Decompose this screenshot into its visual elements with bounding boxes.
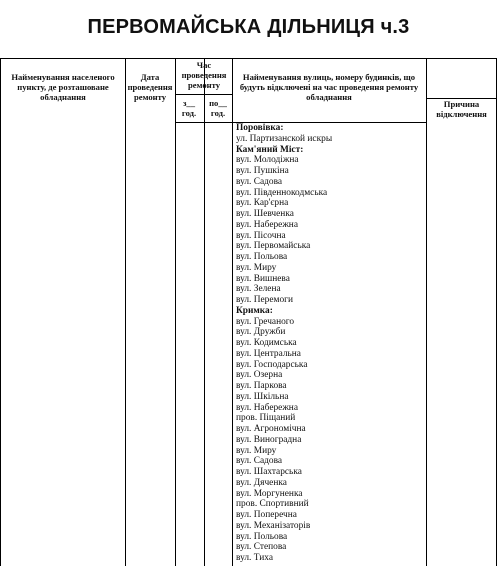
street-item: пров. Піщаний — [236, 413, 296, 424]
col-divider — [232, 58, 233, 566]
street-item: вул. Господарська — [236, 359, 308, 370]
street-item: вул. Паркова — [236, 381, 287, 391]
header-reason: Причина відключення — [436, 99, 487, 119]
street-item: вул. Шахтарська — [236, 467, 302, 477]
col-divider — [125, 58, 126, 566]
street-item: ул. Партизанской искры — [236, 133, 333, 144]
header-settlement: Найменування населеного пункту, де розташоване обладнання — [11, 72, 115, 102]
street-item: вул. Кар'єрна — [236, 198, 289, 209]
street-item: вул. Південнокодмська — [236, 187, 328, 198]
street-item: вул. Миру — [236, 262, 277, 273]
street-item: пров. Спортивний — [236, 499, 309, 510]
street-item: вул. Вишнева — [236, 273, 290, 284]
header-time-from: з__ год. — [181, 98, 197, 118]
street-item: вул. Шевченка — [236, 209, 294, 219]
col-divider — [0, 58, 1, 566]
header-time-to: по__ год. — [209, 98, 227, 118]
street-item: вул. Озерна — [236, 370, 283, 381]
village-name: Кримка: — [236, 305, 273, 316]
street-item: вул. Степова — [236, 542, 287, 553]
page-title: ПЕРВОМАЙСЬКА ДІЛЬНИЦЯ ч.3 — [87, 16, 410, 38]
street-item: вул. Гречаного — [236, 316, 295, 327]
street-item: вул. Пісочна — [236, 230, 286, 241]
header-date: Дата проведення ремонту — [127, 72, 173, 102]
street-item: вул. Пушкіна — [236, 166, 289, 176]
street-item: вул. Тиха — [236, 553, 273, 563]
time-subheader-line — [175, 94, 232, 95]
street-item: вул. Набережна — [236, 402, 298, 413]
street-item: вул. Дяченка — [236, 477, 287, 488]
col-divider — [175, 58, 176, 566]
street-item: вул. Садова — [236, 176, 283, 187]
street-item: вул. Поперечна — [236, 510, 297, 520]
street-item: вул. Польова — [236, 252, 288, 262]
street-item: вул. Миру — [236, 445, 277, 456]
street-item: вул. Первомайська — [236, 241, 311, 252]
street-item: вул. Агрономічна — [236, 424, 306, 434]
street-item: вул. Садова — [236, 456, 283, 467]
street-item: вул. Кодимська — [236, 338, 297, 348]
street-item: вул. Моргуненка — [236, 488, 303, 499]
street-item: вул. Перемоги — [236, 295, 294, 305]
col-divider — [204, 58, 205, 566]
street-item: вул. Польова — [236, 531, 288, 542]
streets-list — [236, 123, 426, 564]
outage-table — [0, 58, 497, 566]
street-item: вул. Молодіжна — [236, 155, 299, 166]
village-name: Поровівка: — [236, 123, 284, 133]
street-item: вул. Шкільна — [236, 391, 289, 402]
street-item: вул. Виноградна — [236, 434, 302, 445]
street-item: вул. Зелена — [236, 284, 281, 295]
table-top-border — [0, 58, 497, 59]
street-item: вул. Набережна — [236, 219, 298, 230]
street-item: вул. Механізаторів — [236, 520, 311, 531]
village-name: Кам'яний Міст: — [236, 144, 304, 155]
header-bottom-line — [175, 122, 232, 123]
header-streets: Найменування вулиць, номеру будинків, що будуть відключені на час проведення ремонту обладнання — [239, 72, 419, 102]
street-item: вул. Дружби — [236, 327, 286, 338]
col-divider — [426, 58, 427, 566]
header-time: Час проведення ремонту — [181, 60, 227, 90]
street-item: вул. Центральна — [236, 348, 301, 359]
